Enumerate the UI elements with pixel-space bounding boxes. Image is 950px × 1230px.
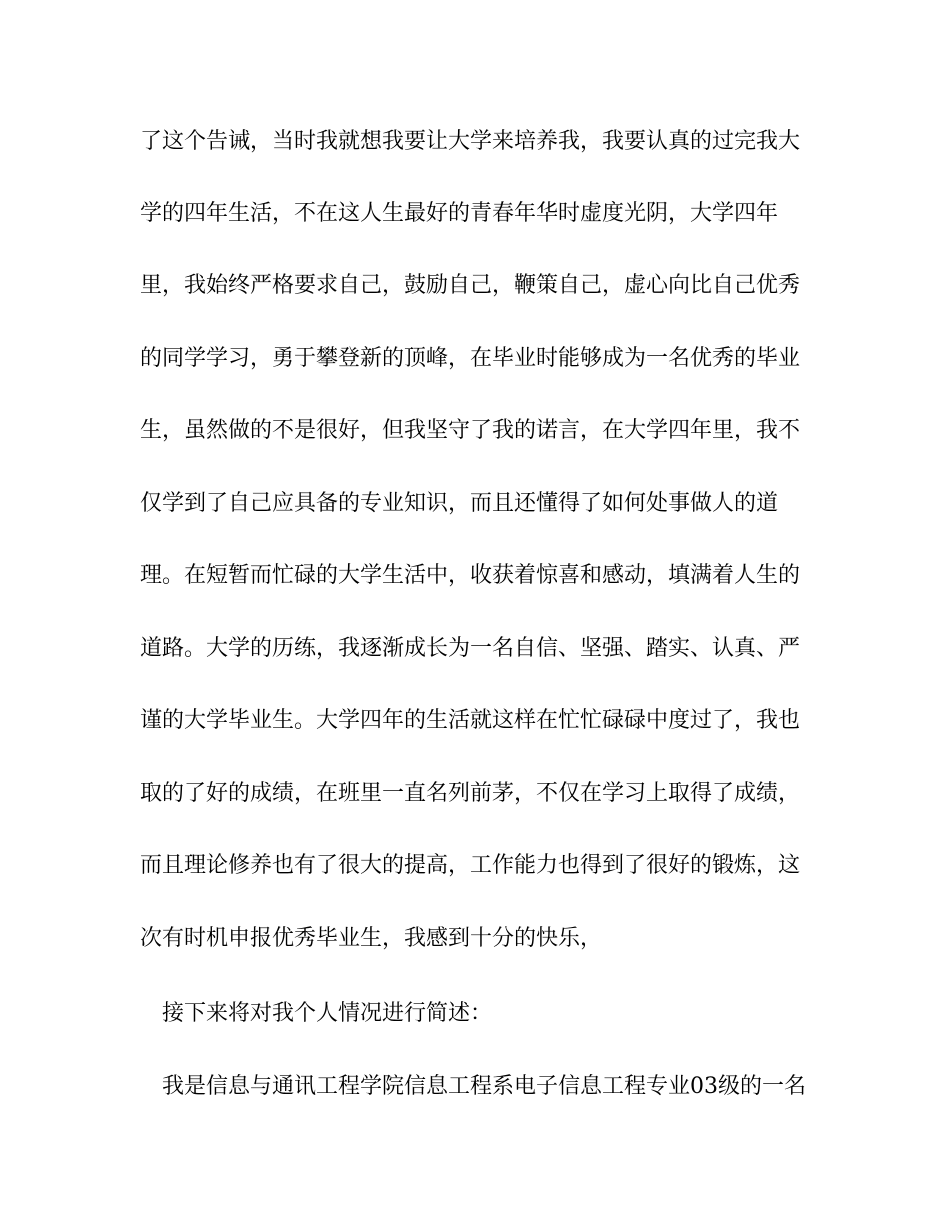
paragraph-line-10: 取的了好的成绩，在班里一直名列前茅，不仅在学习上取得了成绩， — [140, 781, 801, 806]
paragraph-line-2: 学的四年生活，不在这人生最好的青春年华时虚度光阴，大学四年 — [140, 201, 779, 226]
paragraph-line-3: 里，我始终严格要求自己，鼓励自己，鞭策自己，虚心向比自己优秀 — [140, 273, 801, 298]
paragraph-line-9: 谨的大学毕业生。大学四年的生活就这样在忙忙碌碌中度过了，我也 — [140, 708, 801, 733]
paragraph-line-7: 理。在短暂而忙碌的大学生活中，收获着惊喜和感动，填满着人生的 — [140, 563, 801, 588]
paragraph-line-8: 道路。大学的历练，我逐渐成长为一名自信、坚强、踏实、认真、严 — [140, 636, 801, 661]
paragraph-line-12: 次有时机申报优秀毕业生，我感到十分的快乐， — [140, 926, 603, 951]
paragraph-line-6: 仅学到了自己应具备的专业知识，而且还懂得了如何处事做人的道 — [140, 491, 779, 516]
paragraph-line-5: 生，虽然做的不是很好，但我坚守了我的诺言，在大学四年里，我不 — [140, 418, 801, 443]
paragraph-line-13: 接下来将对我个人情况进行简述： — [162, 1001, 493, 1026]
paragraph-line-1: 了这个告诫，当时我就想我要让大学来培养我，我要认真的过完我大 — [140, 129, 801, 154]
paragraph-line-14: 我是信息与通讯工程学院信息工程系电子信息工程专业03级的一名 — [162, 1074, 806, 1099]
paragraph-line-11: 而且理论修养也有了很大的提高，工作能力也得到了很好的锻炼，这 — [140, 853, 801, 878]
paragraph-line-4: 的同学学习，勇于攀登新的顶峰，在毕业时能够成为一名优秀的毕业 — [140, 346, 801, 371]
